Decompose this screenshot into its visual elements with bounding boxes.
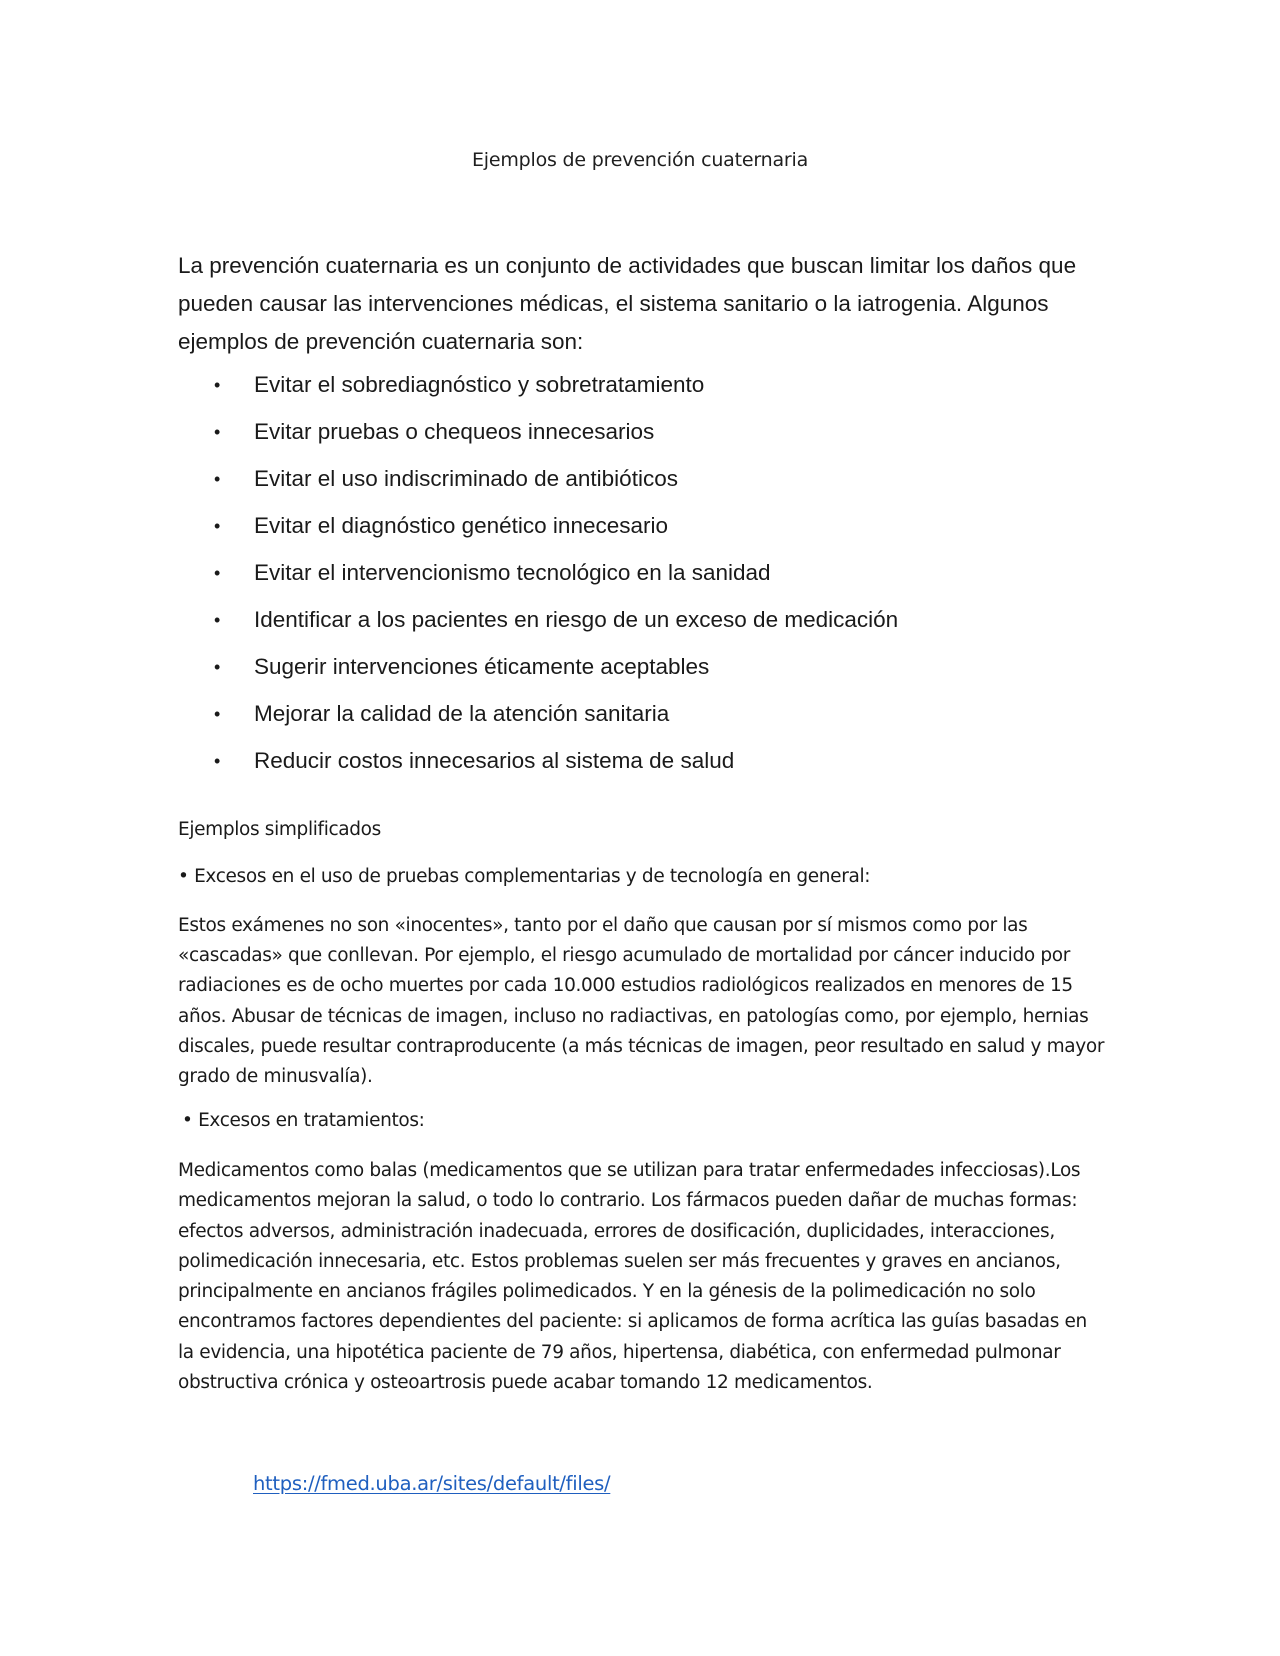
bullet-icon: • <box>214 610 221 630</box>
list-item-text: Sugerir intervenciones éticamente aceptables <box>254 654 710 679</box>
bullet-icon: • <box>214 751 221 771</box>
bullet-icon: • <box>214 563 221 583</box>
list-item-text: Identificar a los pacientes en riesgo de un exceso de medicación <box>254 607 899 632</box>
list-item <box>178 513 1108 560</box>
bullet-icon: • <box>214 516 221 536</box>
list-item <box>178 654 1108 701</box>
list-item <box>178 748 1108 795</box>
list-item <box>178 419 1108 466</box>
bullet-icon: • <box>214 422 221 442</box>
bullet-icon: • <box>214 469 221 489</box>
paragraph-treatments: Medicamentos como balas (medicamentos que se utilizan para tratar enfermedades infecciosas).Los medicamentos mejoran la salud, o todo lo contrario. Los fármacos pueden dañar de muchas formas: efectos adversos, administración inadecuada, errores de dosificación, duplicidades, interacciones, polimedicación innecesaria, etc. Estos problemas suelen ser más frecuentes y graves en ancianos, principalmente en ancianos frágiles polimedicados. Y en la génesis de la polimedicación no solo encontramos factores dependientes del paciente: si aplicamos de forma acrítica las guías basadas en la evidencia, una hipotética paciente de 79 años, hipertensa, diabética, con enfermedad pulmonar obstructiva crónica y osteoartrosis puede acabar tomando 12 medicamentos. <box>178 1160 1087 1394</box>
list-item-text: Reducir costos innecesarios al sistema de salud <box>254 748 735 773</box>
examples-list <box>178 372 1108 795</box>
intro-paragraph: La prevención cuaternaria es un conjunto de actividades que buscan limitar los daños que pueden causar las intervenciones médicas, el sistema sanitario o la iatrogenia. Algunos ejemplos de prevención cuaternaria son: <box>178 253 1077 354</box>
subheading-treatments: • Excesos en tratamientos: <box>182 1110 425 1131</box>
document-title: Ejemplos de prevención cuaternaria <box>471 149 809 171</box>
bullet-icon: • <box>214 657 221 677</box>
bullet-icon: • <box>214 704 221 724</box>
section-heading: Ejemplos simplificados <box>178 819 381 840</box>
list-item-text: Evitar pruebas o chequeos innecesarios <box>254 419 655 444</box>
list-item-text: Evitar el uso indiscriminado de antibióticos <box>254 466 678 491</box>
list-item <box>178 466 1108 513</box>
list-item <box>178 560 1108 607</box>
source-link[interactable]: https://fmed.uba.ar/sites/default/files/ <box>253 1472 611 1495</box>
list-item <box>178 372 1108 419</box>
list-item-text: Evitar el intervencionismo tecnológico en la sanidad <box>254 560 771 585</box>
list-item-text: Evitar el sobrediagnóstico y sobretratamiento <box>254 372 705 397</box>
list-item-text: Mejorar la calidad de la atención sanitaria <box>254 701 670 726</box>
source-link-container <box>253 1472 610 1495</box>
bullet-icon: • <box>214 375 221 395</box>
list-item-text: Evitar el diagnóstico genético innecesario <box>254 513 668 538</box>
list-item <box>178 701 1108 748</box>
subheading-tests: • Excesos en el uso de pruebas complementarias y de tecnología en general: <box>178 866 871 887</box>
paragraph-tests: Estos exámenes no son «inocentes», tanto por el daño que causan por sí mismos como por las «cascadas» que conllevan. Por ejemplo, el riesgo acumulado de mortalidad por cáncer inducido por radiaciones es de ocho muertes por cada 10.000 estudios radiológicos realizados en menores de 15 años. Abusar de técnicas de imagen, incluso no radiactivas, en patologías como, por ejemplo, hernias discales, puede resultar contraproducente (a más técnicas de imagen, peor resultado en salud y mayor grado de minusvalía). <box>178 915 1105 1088</box>
list-item <box>178 607 1108 654</box>
